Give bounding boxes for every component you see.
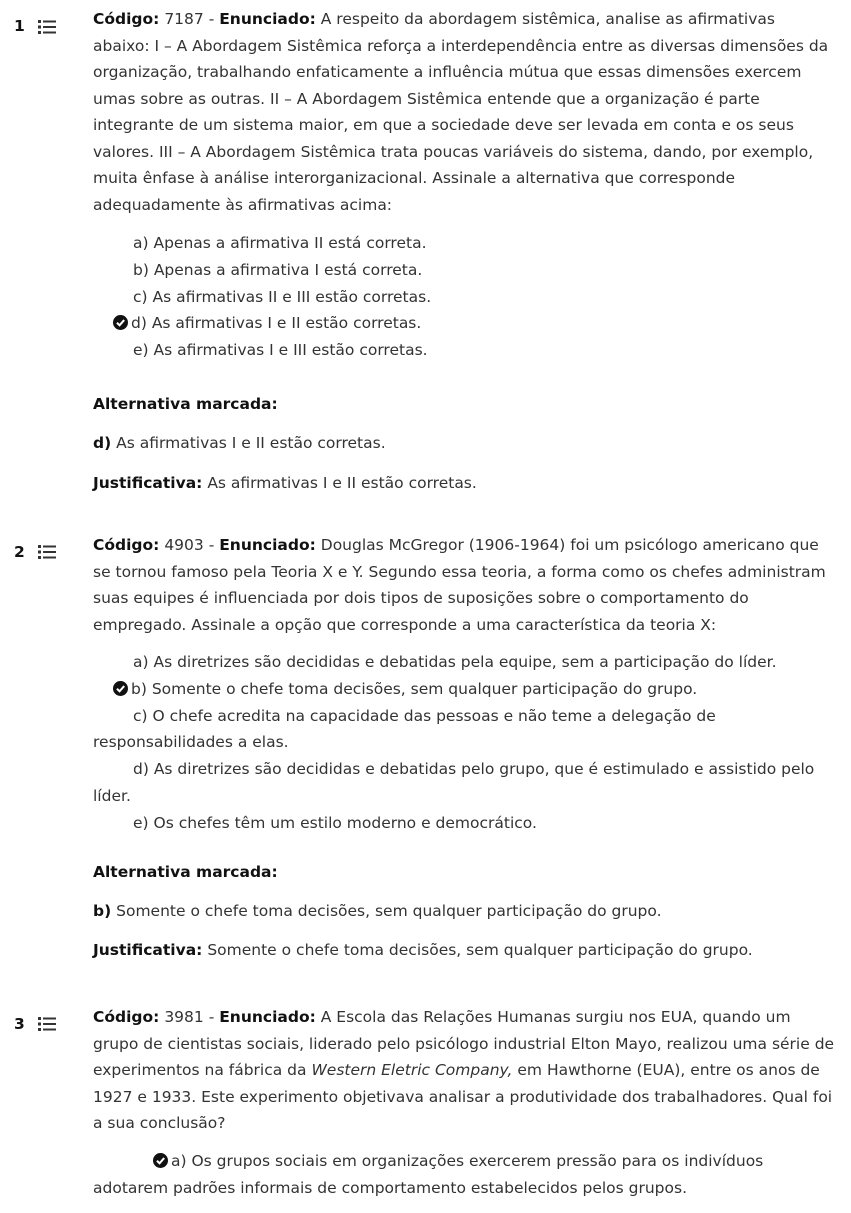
check-circle-icon bbox=[113, 681, 128, 696]
option-b: b) Apenas a afirmativa I está correta. bbox=[133, 260, 423, 279]
marked-alternative: d) As afirmativas I e II estão corretas. bbox=[93, 434, 386, 452]
option-e: e) Os chefes têm um estilo moderno e democrático. bbox=[133, 813, 537, 832]
question-stem: Código: 4903 - Enunciado: Douglas McGregor (1906-1964) foi um psicólogo americano que se tornou famoso pela Teoria X e Y. Segundo essa teoria, a forma como os chefes administram suas equipes é influenciada por dois tipos de suposições sobre o comportamento do empregado. Assinale a opção que corresponde a uma característica da teoria X: bbox=[93, 536, 826, 634]
list-icon[interactable] bbox=[38, 545, 56, 559]
justification: Justificativa: Somente o chefe toma decisões, sem qualquer participação do grupo. bbox=[93, 941, 753, 959]
option-d: d) As diretrizes são decididas e debatidas pelo grupo, que é estimulado e assistido pelo líder. bbox=[93, 760, 815, 805]
options-list bbox=[93, 649, 835, 837]
option-a: a) Os grupos sociais em organizações exercerem pressão para os indivíduos adotarem padrões informais de comportamento estabelecidos pelos grupos. bbox=[93, 1152, 764, 1197]
question-stem: Código: 3981 - Enunciado: A Escola das Relações Humanas surgiu nos EUA, quando um grupo de cientistas sociais, liderado pelo psicólogo industrial Elton Mayo, realizou uma série de experimentos na fábrica da Western Eletric Company, em Hawthorne (EUA), entre os anos de 1927 e 1933. Este experimento objetivava analisar a produtividade dos trabalhadores. Qual foi a sua conclusão? bbox=[93, 1008, 835, 1132]
option-d: d) As afirmativas I e II estão corretas. bbox=[93, 310, 835, 337]
marked-alternative-heading: Alternativa marcada: bbox=[93, 395, 278, 413]
option-a: a) Apenas a afirmativa II está correta. bbox=[133, 234, 427, 252]
option-b: b) Somente o chefe toma decisões, sem qualquer participação do grupo. bbox=[93, 676, 835, 703]
option-e: e) As afirmativas I e III estão corretas. bbox=[133, 341, 428, 360]
question-number: 1 bbox=[14, 17, 25, 35]
list-icon[interactable] bbox=[38, 20, 56, 34]
option-c: c) O chefe acredita na capacidade das pessoas e não teme a delegação de responsabilidades a elas. bbox=[93, 706, 716, 752]
check-circle-icon bbox=[113, 315, 128, 330]
option-a: a) As diretrizes são decididas e debatidas pela equipe, sem a participação do líder. bbox=[133, 653, 777, 671]
marked-alternative-heading: Alternativa marcada: bbox=[93, 863, 278, 881]
options-list bbox=[93, 230, 835, 364]
question-number: 2 bbox=[14, 543, 25, 561]
list-icon[interactable] bbox=[38, 1017, 56, 1031]
question-stem: Código: 7187 - Enunciado: A respeito da abordagem sistêmica, analise as afirmativas abaixo: I – A Abordagem Sistêmica reforça a interdependência entre as diversas dimensões da organização, trabalhando enfaticamente a influência mútua que essas dimensões exercem umas sobre as outras. II – A Abordagem Sistêmica entende que a organização é parte integrante de um sistema maior, em que a sociedade deve ser levada em conta e os seus valores. III – A Abordagem Sistêmica trata poucas variáveis do sistema, dando, por exemplo, muita ênfase à análise interorganizacional. Assinale a alternativa que corresponde adequadamente às afirmativas acima: bbox=[93, 10, 829, 214]
check-circle-icon bbox=[153, 1153, 168, 1168]
justification: Justificativa: As afirmativas I e II estão corretas. bbox=[93, 474, 477, 492]
options-list bbox=[93, 1148, 835, 1202]
marked-alternative: b) Somente o chefe toma decisões, sem qualquer participação do grupo. bbox=[93, 902, 662, 920]
option-c: c) As afirmativas II e III estão corretas. bbox=[133, 287, 432, 306]
company-name: Western Eletric Company, bbox=[311, 1061, 513, 1079]
question-number: 3 bbox=[14, 1015, 25, 1033]
